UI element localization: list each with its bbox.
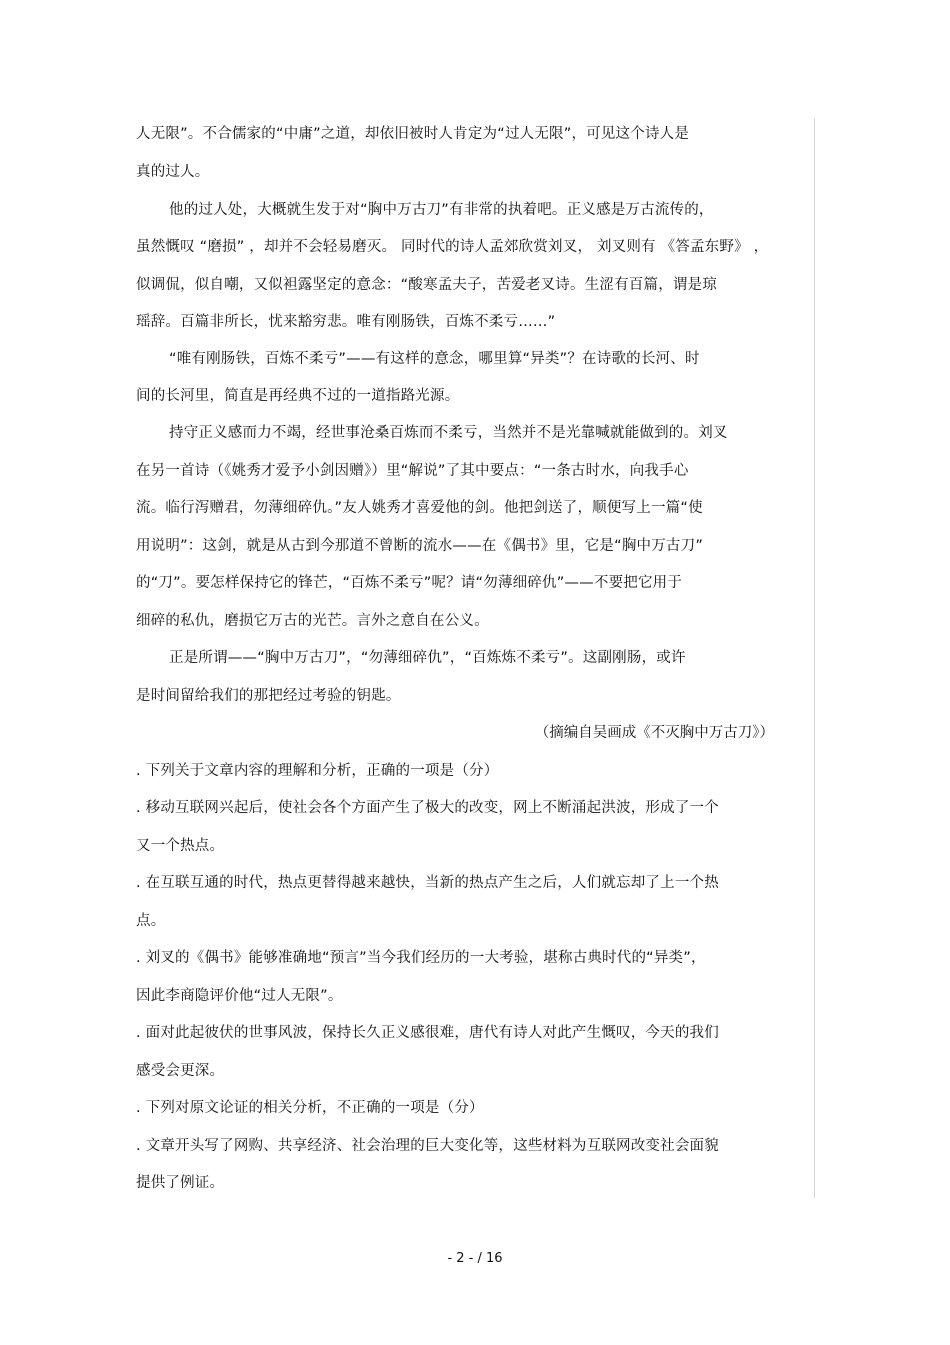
body-line: 似调侃，似自嘲，又似袒露坚定的意念：“酸寒孟夫子，苦爱老叉诗。生涩有百篇，谓是琼	[136, 277, 718, 293]
option-line: . 移动互联网兴起后，使社会各个方面产生了极大的改变，网上不断涌起洪波，形成了一个	[136, 800, 719, 816]
body-line: 间的长河里，简直是再经典不过的一道指路光源。	[136, 388, 460, 404]
body-line: 真的过人。	[136, 164, 210, 180]
question-line: . 下列对原文论证的相关分析，不正确的一项是（分）	[136, 1100, 484, 1116]
body-line: 人无限”。不合儒家的“中庸”之道，却依旧被时人肯定为“过人无限”，可见这个诗人是	[136, 126, 690, 142]
page-number: - 2 - / 16	[447, 1251, 503, 1266]
page-edge-rule	[814, 118, 815, 1198]
paragraph-start-line: 持守正义感而力不竭，经世事沧桑百炼而不柔亏，当然并不是光靠喊就能做到的。刘叉	[169, 425, 728, 441]
option-line: . 在互联互通的时代，热点更替得越来越快，当新的热点产生之后，人们就忘却了上一个热	[136, 875, 719, 891]
option-line: 点。	[136, 913, 166, 929]
paragraph-start-line: 正是所谓——“胸中万古刀”，“勿薄细碎仇”，“百炼炼不柔亏”。这副刚肠，或许	[169, 650, 686, 666]
body-line: 瑶辞。百篇非所长，忧来豁穷悲。唯有刚肠铁，百炼不柔亏……”	[136, 314, 556, 330]
option-line: 感受会更深。	[136, 1063, 225, 1079]
body-line: 是时间留给我们的那把经过考验的钥匙。	[136, 688, 401, 704]
body-line: 虽然慨叹 “磨损” ，却并不会轻易磨灭。 同时代的诗人孟郊欣赏刘叉， 刘叉则有 《答孟东野》 ，	[136, 239, 769, 255]
body-line: 在另一首诗（《姚秀才爱予小剑因赠》）里“解说”了其中要点：“一条古时水，向我手心	[136, 463, 689, 479]
source-attribution: （摘编自吴画成《不灭胸中万古刀》）	[534, 725, 774, 741]
body-line: 的“刀”。要怎样保持它的锋芒，“百炼不柔亏”呢？请“勿薄细碎仇”——不要把它用于	[136, 575, 683, 591]
paragraph-start-line: 他的过人处，大概就生发于对“胸中万古刀”有非常的执着吧。正义感是万古流传的，	[169, 202, 714, 218]
body-line: 细碎的私仇，磨损它万古的光芒。言外之意自在公义。	[136, 613, 489, 629]
body-line: 用说明”：这剑，就是从古到今那道不曾断的流水——在《偶书》里，它是“胸中万古刀”	[136, 538, 704, 554]
option-line: . 文章开头写了网购、共享经济、社会治理的巨大变化等，这些材料为互联网改变社会面貌	[136, 1138, 719, 1154]
option-line: . 面对此起彼伏的世事风波，保持长久正义感很难，唐代有诗人对此产生慨叹，今天的我们	[136, 1025, 719, 1041]
option-line: 提供了例证。	[136, 1175, 225, 1191]
paragraph-start-line: “唯有刚肠铁，百炼不柔亏”——有这样的意念，哪里算“异类”？在诗歌的长河、时	[169, 351, 700, 367]
option-line: 又一个热点。	[136, 838, 225, 854]
body-line: 流。临行泻赠君，勿薄细碎仇。”友人姚秀才喜爱他的剑。他把剑送了，顺便写上一篇“使	[136, 500, 703, 516]
option-line: 因此李商隐评价他“过人无限”。	[136, 988, 343, 1004]
option-line: . 刘叉的《偶书》能够准确地“预言”当今我们经历的一大考验，堪称古典时代的“异类”，	[136, 950, 706, 966]
question-line: . 下列关于文章内容的理解和分析，正确的一项是（分）	[136, 763, 499, 779]
